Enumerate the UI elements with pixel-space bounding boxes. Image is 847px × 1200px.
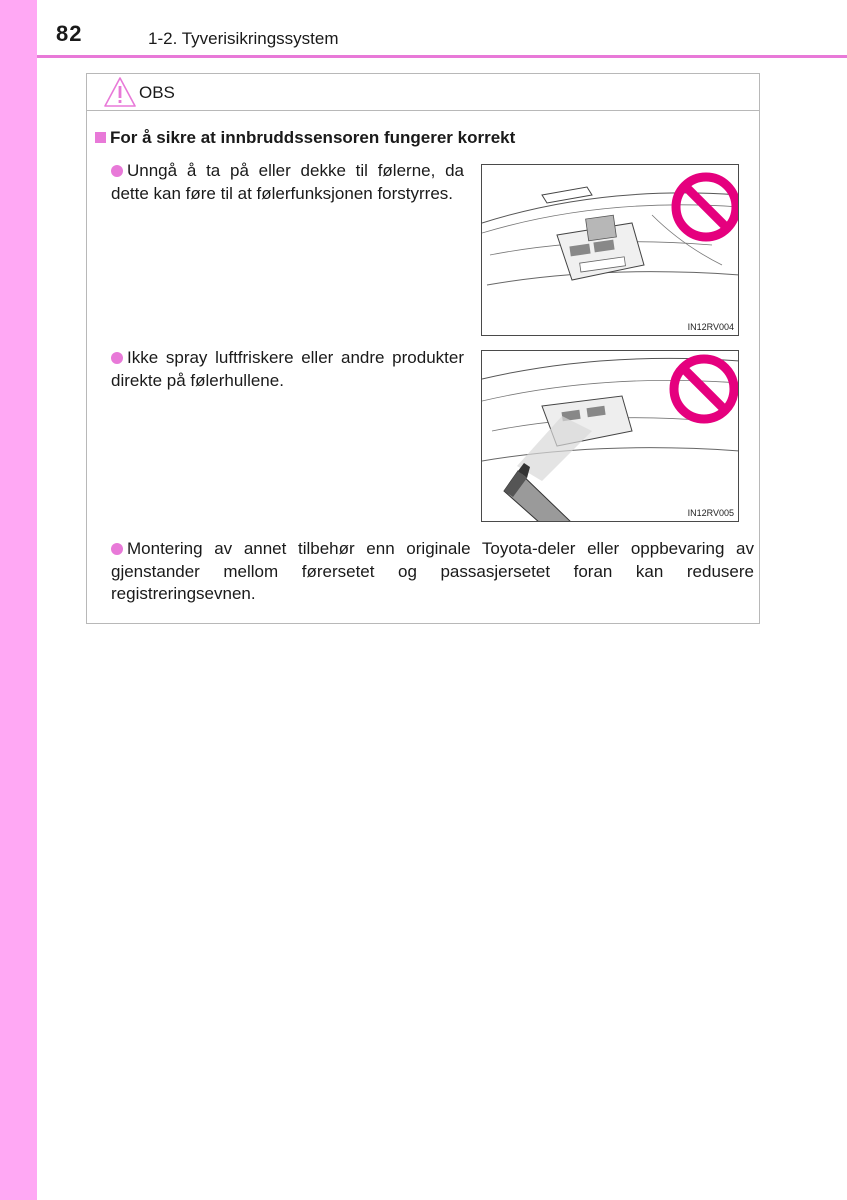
page-number: 82	[56, 21, 83, 46]
illustration-sensor-cover	[481, 164, 739, 336]
section-title: 1-2. Tyverisikringssystem	[148, 29, 339, 48]
image-code: IN12RV004	[687, 322, 734, 332]
notice-box	[86, 73, 760, 624]
subheading-text: For å sikre at innbruddssensoren fungerer korrekt	[110, 128, 516, 147]
header-rule	[37, 55, 847, 58]
list-item	[111, 538, 754, 606]
list-item-text: Unngå å ta på eller dekke til følerne, da dette kan føre til at følerfunksjonen forstyrres.	[111, 161, 464, 203]
warning-triangle-icon	[103, 76, 137, 108]
image-code: IN12RV005	[687, 508, 734, 518]
list-item-text: Montering av annet tilbehør enn originale Toyota-deler eller oppbevaring av gjenstander mellom førersetet og passasjersetet foran kan redusere registreringsevnen.	[111, 539, 754, 603]
list-item	[111, 160, 464, 205]
notice-header	[87, 74, 759, 111]
bullet-dot-icon	[111, 352, 123, 364]
spray-drawing	[482, 351, 739, 522]
side-margin-band	[0, 0, 37, 1200]
list-item	[111, 347, 464, 392]
illustration-spray	[481, 350, 739, 522]
bullet-dot-icon	[111, 543, 123, 555]
square-bullet-icon	[95, 132, 106, 143]
notice-label: OBS	[139, 83, 175, 102]
bullet-dot-icon	[111, 165, 123, 177]
list-item-text: Ikke spray luftfriskere eller andre produkter direkte på følerhullene.	[111, 348, 464, 390]
subheading	[95, 128, 515, 148]
sensor-cover-drawing	[482, 165, 739, 336]
